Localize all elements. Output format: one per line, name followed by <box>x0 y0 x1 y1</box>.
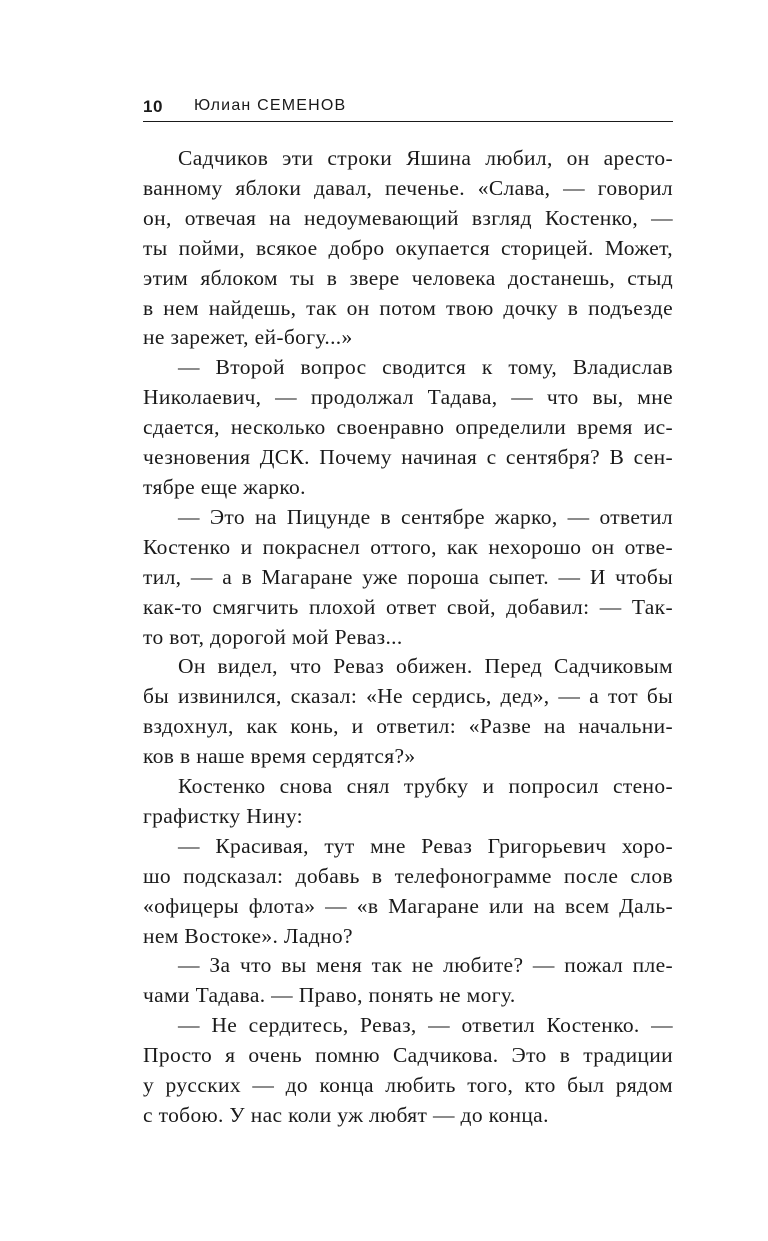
text-line: — Не сердитесь, Реваз, — ответил Костенко. — <box>178 1013 673 1038</box>
text-line: сдается, несколько своенравно определили время ис- <box>143 415 673 440</box>
text-line: Садчиков эти строки Яшина любил, он аресто- <box>178 146 673 170</box>
text-line: — За что вы меня так не любите? — пожал пле- <box>178 953 673 978</box>
text-line: в нем найдешь, так он потом твою дочку в подъезде <box>143 295 673 320</box>
text-line: бы извинился, сказал: «Не сердись, дед», — а тот бы <box>143 684 673 709</box>
text-line: ты пойми, всякое добро окупается сторицей. Может, <box>143 235 673 260</box>
text-line: шо подсказал: добавь в телефонограмме после слов <box>143 863 673 888</box>
text-line: тябре еще жарко. <box>143 474 306 499</box>
text-line: как-то смягчить плохой ответ свой, добавил: — Так- <box>143 594 673 619</box>
paragraph <box>143 652 673 772</box>
page-number: 10 <box>143 97 163 116</box>
text-line: он, отвечая на недоумевающий взгляд Костенко, — <box>143 205 673 230</box>
text-line: чами Тадава. — Право, понять не могу. <box>143 983 516 1008</box>
text-line: Костенко снова снял трубку и попросил стено- <box>178 774 673 799</box>
running-head <box>143 95 673 122</box>
text-line: — Это на Пицунде в сентябре жарко, — ответил <box>178 504 673 529</box>
paragraph <box>143 353 673 503</box>
text-line: с тобою. У нас коли уж любят — до конца. <box>143 1103 549 1127</box>
text-line: Просто я очень помню Садчикова. Это в традиции <box>143 1043 673 1068</box>
text-line: нем Востоке». Ладно? <box>143 923 353 948</box>
text-line: «офицеры флота» — «в Магаране или на всем Даль- <box>143 893 673 918</box>
text-line: этим яблоком ты в звере человека достанешь, стыд <box>143 265 673 290</box>
paragraph <box>143 772 673 832</box>
author-name: Юлиан СЕМЕНОВ <box>194 97 347 114</box>
text-line: не зарежет, ей-богу...» <box>143 325 353 350</box>
text-line: — Красивая, тут мне Реваз Григорьевич хоро- <box>178 833 673 858</box>
text-line: Костенко и покраснел оттого, как нехорошо он отве- <box>143 534 673 559</box>
text-line: графистку Нину: <box>143 803 303 828</box>
paragraph <box>143 503 673 653</box>
text-line: ванному яблоки давал, печенье. «Слава, — говорил <box>143 175 673 200</box>
text-line: у русских — до конца любить того, кто был рядом <box>143 1073 673 1098</box>
text-line: тил, — а в Магаране уже пороша сыпет. — И чтобы <box>143 564 673 589</box>
text-line: то вот, дорогой мой Реваз... <box>143 624 403 649</box>
paragraph <box>143 951 673 1011</box>
text-line: Николаевич, — продолжал Тадава, — что вы, мне <box>143 385 673 410</box>
text-line: вздохнул, как конь, и ответил: «Разве на начальни- <box>143 714 673 739</box>
paragraph <box>143 832 673 952</box>
text-line: — Второй вопрос сводится к тому, Владислав <box>178 355 673 380</box>
paragraph <box>143 144 673 353</box>
text-line: ков в наше время сердятся?» <box>143 744 416 769</box>
text-line: Он видел, что Реваз обижен. Перед Садчиковым <box>178 654 673 679</box>
text-line: чезновения ДСК. Почему начиная с сентября? В сен- <box>143 445 673 470</box>
paragraph <box>143 1011 673 1131</box>
text-body <box>143 144 673 1131</box>
